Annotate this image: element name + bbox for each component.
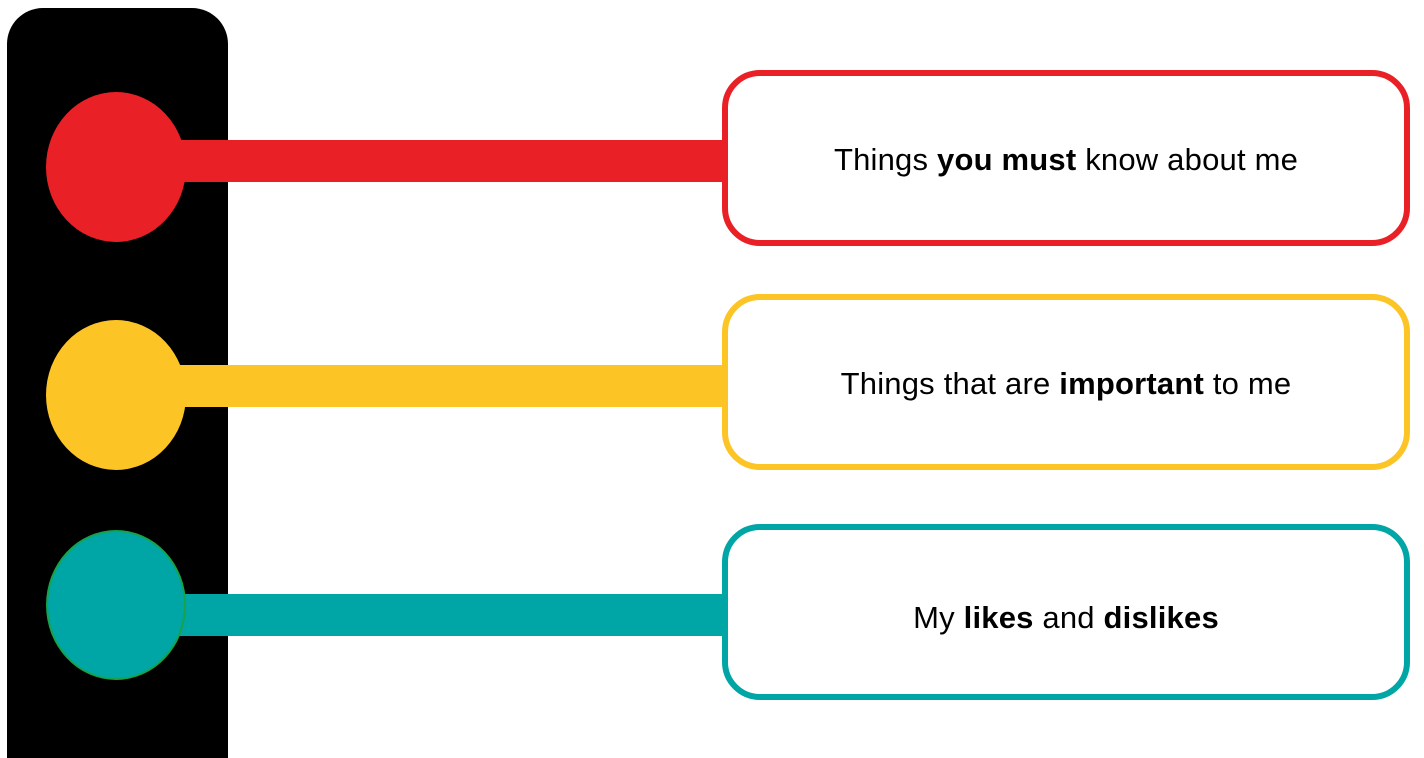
amber-light bbox=[46, 320, 186, 470]
must-know-box bbox=[722, 70, 1410, 246]
important-label: Things that are important to me bbox=[840, 366, 1292, 401]
red-connector-bar bbox=[150, 140, 725, 182]
green-light bbox=[46, 530, 186, 680]
likes-dislikes-box bbox=[722, 524, 1410, 700]
red-light bbox=[46, 92, 186, 242]
must-know-label: Things you must know about me bbox=[833, 142, 1299, 177]
important-box bbox=[722, 294, 1410, 470]
likes-dislikes-label: My likes and dislikes bbox=[913, 600, 1219, 635]
amber-connector-bar bbox=[150, 365, 725, 407]
green-connector-bar bbox=[150, 594, 725, 636]
